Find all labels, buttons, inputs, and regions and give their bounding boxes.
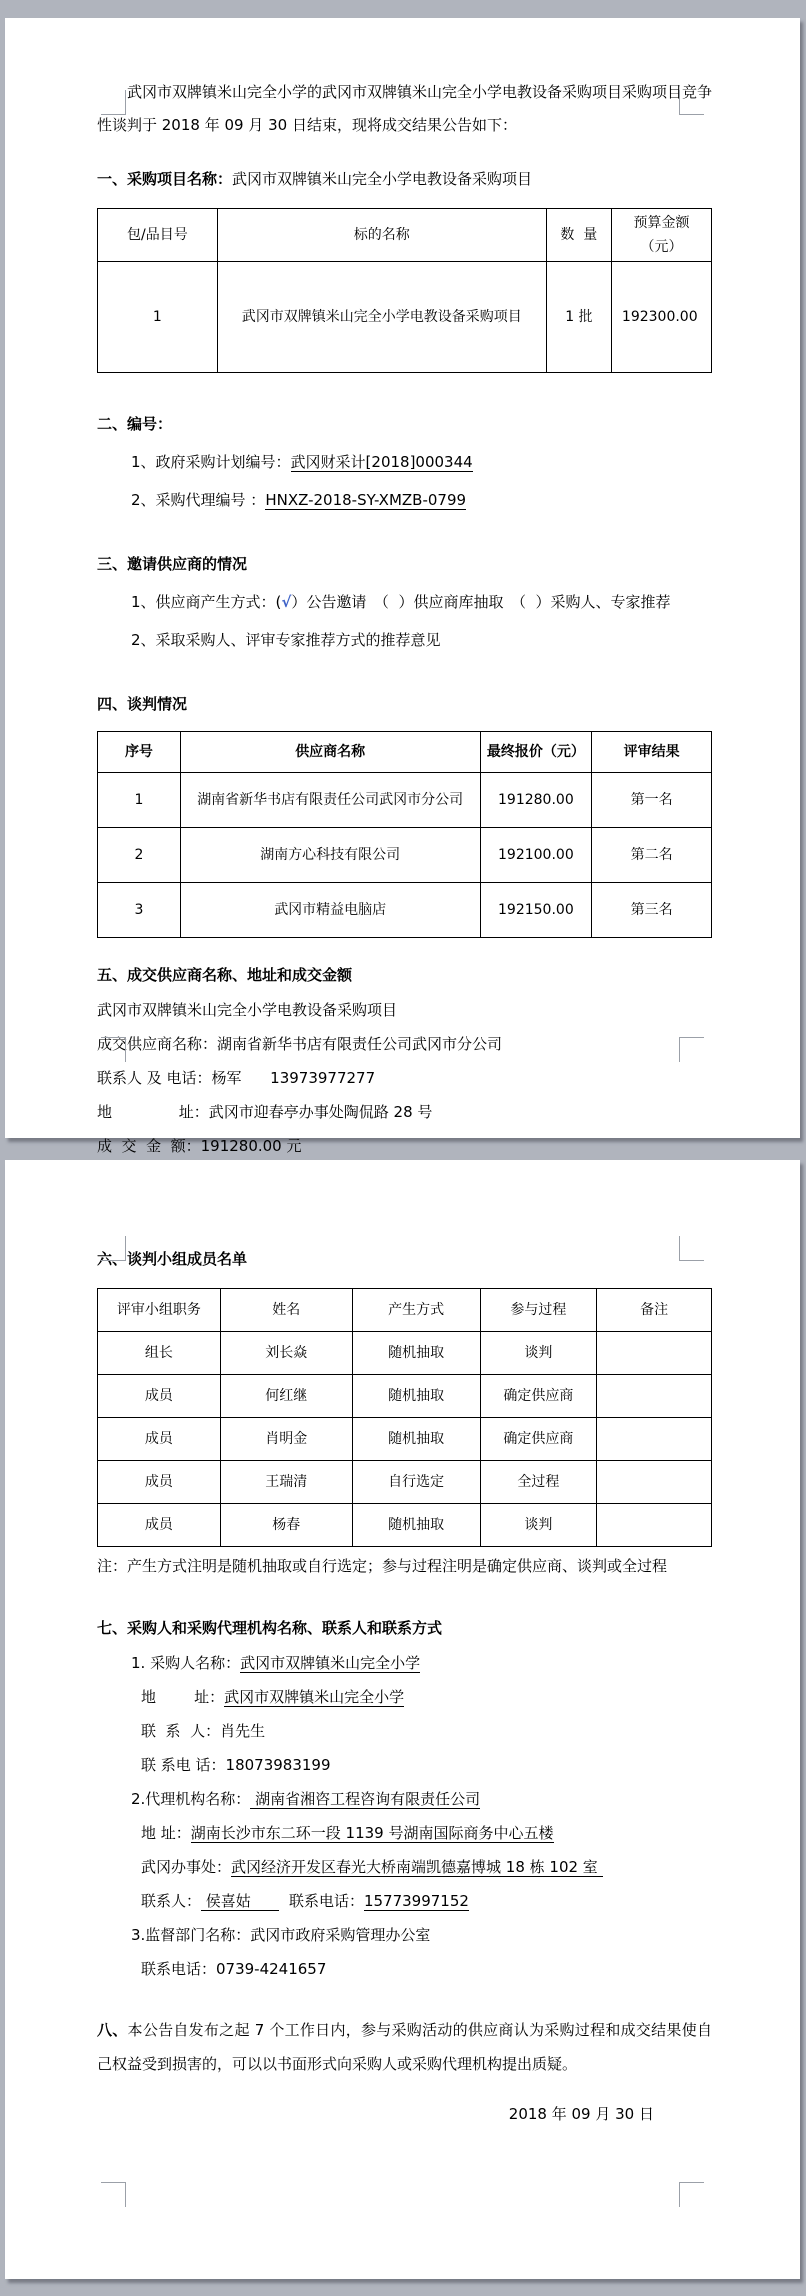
- cell-package-no: 1: [98, 262, 218, 373]
- header-cell: 包/品目号: [98, 209, 218, 262]
- award-supplier-value: 湖南省新华书店有限责任公司武冈市分公司: [217, 1035, 503, 1053]
- header-cell: 评审结果: [592, 732, 712, 773]
- header-cell: 预算金额（元）: [611, 209, 711, 262]
- cell-index: 3: [98, 883, 181, 938]
- header-cell: 评审小组职务: [98, 1289, 221, 1332]
- section-3-heading: 三、邀请供应商的情况: [97, 555, 248, 573]
- cell-process: 确定供应商: [480, 1375, 597, 1418]
- cell-role: 成员: [98, 1461, 221, 1504]
- supervisor-phone-line: 联系电话：0739-4241657: [141, 1960, 327, 1978]
- negotiation-panel-table: [97, 1288, 712, 1547]
- cell-final-price: 192150.00: [480, 883, 592, 938]
- award-amount-line: [97, 1132, 712, 1160]
- cell-subject-name: 武冈市双牌镇米山完全小学电教设备采购项目: [217, 262, 546, 373]
- cell-role: 成员: [98, 1375, 221, 1418]
- cell-final-price: 192100.00: [480, 828, 592, 883]
- cell-process: 确定供应商: [480, 1418, 597, 1461]
- award-address-label: 地 址：: [97, 1103, 209, 1121]
- header-cell: 参与过程: [480, 1289, 597, 1332]
- cell-rank: 第三名: [592, 883, 712, 938]
- cell-process: 谈判: [480, 1332, 597, 1375]
- cell-rank: 第二名: [592, 828, 712, 883]
- section-8-text: 本公告自发布之起 7 个工作日内，参与采购活动的供应商认为采购过程和成交结果使自己权益受到损害的，可以以书面形式向采购人或采购代理机构提出质疑。: [97, 2021, 712, 2073]
- cell-quantity: 1 批: [546, 262, 611, 373]
- cell-remark: [597, 1461, 712, 1504]
- purchaser-phone-line: 联 系电 话：18073983199: [141, 1756, 331, 1774]
- cell-process: 全过程: [480, 1461, 597, 1504]
- table-row: [98, 773, 712, 828]
- page-2-content: [5, 1160, 800, 2129]
- cell-index: 1: [98, 773, 181, 828]
- cell-remark: [597, 1418, 712, 1461]
- purchaser-contact-line: 联 系 人：肖先生: [141, 1722, 266, 1740]
- agency-address-value: 湖南长沙市东二环一段 1139 号湖南国际商务中心五楼: [190, 1824, 554, 1842]
- cell-method: 随机抽取: [352, 1332, 480, 1375]
- cell-role: 组长: [98, 1332, 221, 1375]
- agency-contact-value: 侯喜姑: [201, 1892, 280, 1910]
- margin-crop-mark-top-right: [679, 1236, 704, 1261]
- cell-role: 成员: [98, 1504, 221, 1547]
- table-row: [98, 1418, 712, 1461]
- cell-remark: [597, 1375, 712, 1418]
- page-1-content: [5, 18, 800, 1160]
- agency-address-line: [97, 1819, 712, 1847]
- header-cell: 数 量: [546, 209, 611, 262]
- negotiation-result-table: [97, 731, 712, 938]
- table-row: [98, 883, 712, 938]
- cell-index: 2: [98, 828, 181, 883]
- agency-phone-value: 15773997152: [363, 1892, 469, 1910]
- margin-crop-mark-bottom-right: [679, 2182, 704, 2207]
- table-header-row: [98, 1289, 712, 1332]
- check-mark: √: [281, 593, 292, 611]
- cell-budget-amount: 192300.00: [611, 262, 711, 373]
- cell-name: 何红继: [220, 1375, 352, 1418]
- agency-name-label: 2.代理机构名称：: [131, 1790, 251, 1808]
- table-row: [98, 1375, 712, 1418]
- cell-role: 成员: [98, 1418, 221, 1461]
- award-info-block: [97, 996, 712, 1160]
- supplier-method-pre: 1、供应商产生方式：(: [131, 593, 282, 611]
- section-8-label: 八、: [97, 2021, 128, 2039]
- header-cell: 备注: [597, 1289, 712, 1332]
- agency-name-line: [97, 1785, 712, 1813]
- purchaser-name-label: 1. 采购人名称：: [131, 1654, 241, 1672]
- margin-crop-mark-bottom-left: [101, 1037, 126, 1062]
- table-note: 注：产生方式注明是随机抽取或自行选定；参与过程注明是确定供应商、谈判或全过程: [97, 1557, 668, 1575]
- supervisor-name-line: 3.监督部门名称：武冈市政府采购管理办公室: [131, 1926, 431, 1944]
- plan-number-line: [97, 447, 712, 477]
- award-contact-line: [97, 1064, 712, 1092]
- agency-address-label: 地 址：: [141, 1824, 191, 1842]
- purchaser-address-value: 武冈市双牌镇米山完全小学: [224, 1688, 405, 1706]
- cell-name: 杨春: [220, 1504, 352, 1547]
- table-row: [98, 262, 712, 373]
- margin-crop-mark-top-left: [101, 1236, 126, 1261]
- award-address-line: [97, 1098, 712, 1126]
- agency-office-line: [97, 1853, 712, 1881]
- margin-crop-mark-top-left: [101, 90, 126, 115]
- cell-process: 谈判: [480, 1504, 597, 1547]
- agency-phone-label: 联系电话：: [279, 1892, 364, 1910]
- plan-number-label: 1、政府采购计划编号：: [131, 453, 291, 471]
- section-1-label: 一、采购项目名称：: [97, 170, 233, 188]
- margin-crop-mark-bottom-left: [101, 2182, 126, 2207]
- margin-crop-mark-bottom-right: [679, 1037, 704, 1062]
- margin-crop-mark-top-right: [679, 90, 704, 115]
- intro-paragraph: 武冈市双牌镇米山完全小学的武冈市双牌镇米山完全小学电教设备采购项目采购项目竞争性谈判于 2018 年 09 月 30 日结束，现将成交结果公告如下：: [97, 83, 713, 134]
- section-6-heading: 六、谈判小组成员名单: [97, 1250, 248, 1268]
- cell-final-price: 191280.00: [480, 773, 592, 828]
- plan-number-value: 武冈财采计[2018]000344: [290, 453, 473, 471]
- table-header-row: [98, 209, 712, 262]
- award-supplier-label: 成交供应商名称：: [97, 1035, 218, 1053]
- section-4-heading: 四、谈判情况: [97, 695, 188, 713]
- page-2: [5, 1160, 800, 2279]
- cell-name: 肖明金: [220, 1418, 352, 1461]
- table-row: [98, 828, 712, 883]
- cell-method: 随机抽取: [352, 1504, 480, 1547]
- agency-office-label: 武冈办事处：: [141, 1858, 232, 1876]
- contacts-block: [97, 1649, 712, 1983]
- purchaser-name-line: [97, 1649, 712, 1677]
- section-1-heading: [97, 164, 712, 194]
- cell-name: 刘长焱: [220, 1332, 352, 1375]
- agency-number-line: [97, 485, 712, 515]
- award-contact-label: 联系人 及 电话：: [97, 1069, 212, 1087]
- section-1-value: 武冈市双牌镇米山完全小学电教设备采购项目: [232, 170, 533, 188]
- cell-supplier: 湖南省新华书店有限责任公司武冈市分公司: [180, 773, 480, 828]
- award-supplier-line: [97, 1030, 712, 1058]
- table-row: [98, 1504, 712, 1547]
- cell-method: 随机抽取: [352, 1375, 480, 1418]
- agency-name-value: 湖南省湘咨工程咨询有限责任公司: [250, 1790, 481, 1808]
- header-cell: 最终报价（元）: [480, 732, 592, 773]
- cell-name: 王瑞清: [220, 1461, 352, 1504]
- cell-supplier: 湖南方心科技有限公司: [180, 828, 480, 883]
- section-7-heading: 七、采购人和采购代理机构名称、联系人和联系方式: [97, 1619, 443, 1637]
- announcement-date: 2018 年 09 月 30 日: [508, 2105, 654, 2123]
- section-8-paragraph: [97, 2013, 712, 2081]
- cell-method: 自行选定: [352, 1461, 480, 1504]
- agency-contact-label: 联系人：: [141, 1892, 202, 1910]
- recommend-opinion-line: 2、采取采购人、评审专家推荐方式的推荐意见: [131, 631, 441, 649]
- cell-rank: 第一名: [592, 773, 712, 828]
- cell-method: 随机抽取: [352, 1418, 480, 1461]
- table-row: [98, 1461, 712, 1504]
- supplier-method-line: [97, 587, 712, 617]
- award-amount-label: 成 交 金 额：: [97, 1137, 201, 1155]
- award-contact-value: 杨军 13973977277: [211, 1069, 376, 1087]
- supplier-method-post: ）公告邀请 （ ）供应商库抽取 （ ）采购人、专家推荐: [291, 593, 671, 611]
- page-1: [5, 18, 800, 1155]
- section-5-heading: 五、成交供应商名称、地址和成交金额: [97, 966, 353, 984]
- header-cell: 标的名称: [217, 209, 546, 262]
- agency-contact-line: [97, 1887, 712, 1915]
- cell-remark: [597, 1332, 712, 1375]
- agency-number-value: HNXZ-2018-SY-XMZB-0799: [265, 491, 467, 509]
- procurement-items-table: [97, 208, 712, 373]
- table-row: [98, 1332, 712, 1375]
- header-cell: 产生方式: [352, 1289, 480, 1332]
- award-address-value: 武冈市迎春亭办事处陶侃路 28 号: [208, 1103, 433, 1121]
- purchaser-name-value: 武冈市双牌镇米山完全小学: [240, 1654, 421, 1672]
- section-2-heading: 二、编号：: [97, 415, 173, 433]
- table-header-row: [98, 732, 712, 773]
- purchaser-address-label: 地 址：: [141, 1688, 225, 1706]
- agency-number-label: 2、采购代理编号 ：: [131, 491, 266, 509]
- agency-office-value: 武冈经济开发区春光大桥南端凯德嘉博城 18 栋 102 室: [231, 1858, 603, 1876]
- header-cell: 姓名: [220, 1289, 352, 1332]
- purchaser-address-line: [97, 1683, 712, 1711]
- cell-remark: [597, 1504, 712, 1547]
- cell-supplier: 武冈市精益电脑店: [180, 883, 480, 938]
- award-project-line: 武冈市双牌镇米山完全小学电教设备采购项目: [97, 1001, 398, 1019]
- award-amount-value: 191280.00 元: [200, 1137, 302, 1155]
- header-cell: 序号: [98, 732, 181, 773]
- header-cell: 供应商名称: [180, 732, 480, 773]
